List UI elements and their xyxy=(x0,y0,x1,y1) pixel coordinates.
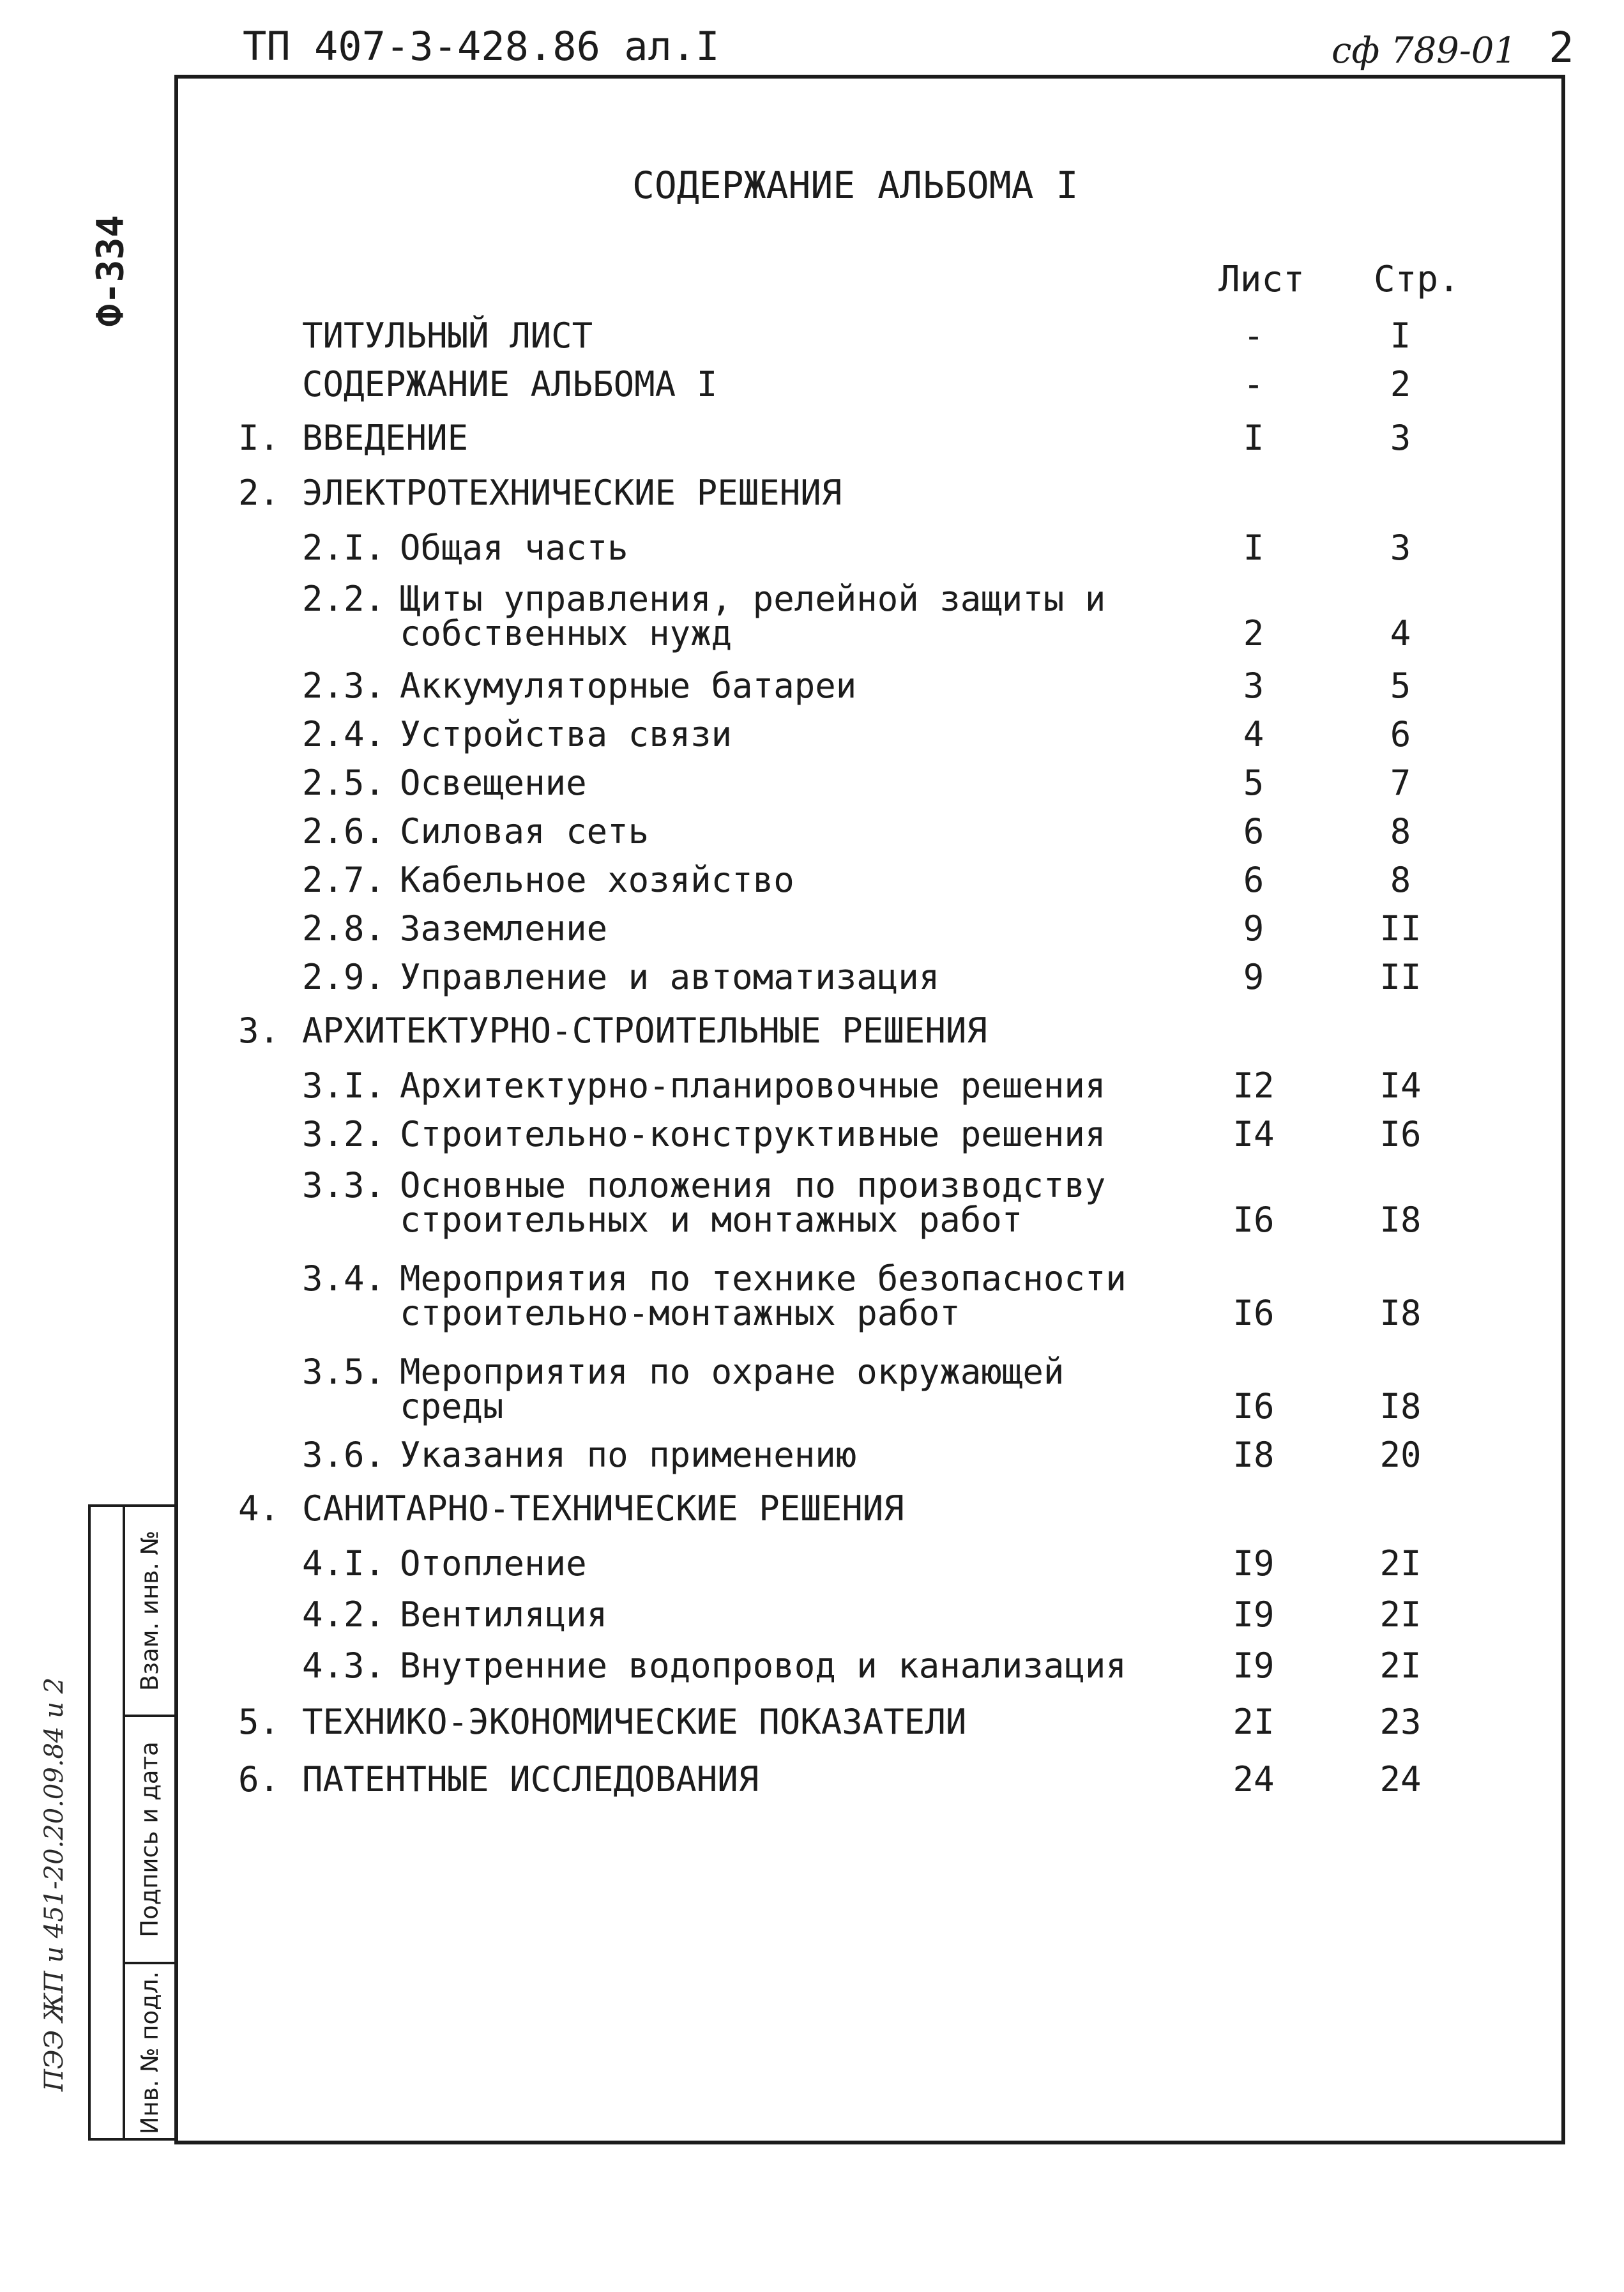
toc-entry-sheet: I4 xyxy=(1233,1114,1275,1154)
toc-entry-number: 2.3. xyxy=(302,666,386,706)
toc-entry-page: 8 xyxy=(1390,811,1411,852)
toc-entry-title-line: Внутренние водопровод и канализация xyxy=(400,1646,1127,1686)
toc-entry xyxy=(238,1237,1515,1331)
toc-entry xyxy=(238,946,1515,995)
toc-entry-page: 20 xyxy=(1379,1435,1422,1475)
replacement-inventory-cell xyxy=(125,1507,174,1715)
toc-entry-sheet: I6 xyxy=(1233,1293,1275,1333)
title-block-strip xyxy=(88,1504,174,2141)
toc-entry xyxy=(238,1103,1515,1152)
toc-entry-title-line: ПАТЕНТНЫЕ ИССЛЕДОВАНИЯ xyxy=(302,1759,759,1799)
toc-entry xyxy=(238,565,1515,651)
document-code: ТП 407-3-428.86 ал.I xyxy=(243,23,720,70)
toc-entry-title xyxy=(238,811,1515,852)
toc-entry-title xyxy=(238,1352,1515,1426)
toc-entry-title xyxy=(238,1435,1515,1475)
toc-entry-number: 2.6. xyxy=(302,811,386,852)
toc-entry-title-line: Силовая сеть xyxy=(400,811,649,852)
toc-entry-sheet: 6 xyxy=(1243,860,1264,900)
toc-entry-title xyxy=(238,528,1515,568)
toc-entry-number: 4. xyxy=(238,1488,280,1529)
handwritten-sheet-code: сф 789-01 xyxy=(1332,30,1517,72)
toc-entry-title xyxy=(238,1011,1515,1051)
toc-entry-number: 4.2. xyxy=(302,1594,386,1635)
toc-entry-sheet: I9 xyxy=(1233,1594,1275,1635)
toc-entry-title xyxy=(238,1258,1515,1333)
toc-entries xyxy=(238,301,1515,1797)
toc-entry-title-line: Мероприятия по технике безопасности xyxy=(400,1258,1127,1299)
toc-entry-sheet: 2 xyxy=(1243,613,1264,653)
toc-entry-page: 3 xyxy=(1390,418,1411,458)
toc-entry-title-line: Мероприятия по охране окружающей xyxy=(400,1352,1065,1392)
toc-entry-title xyxy=(238,666,1515,706)
toc-entry-title-line: Указания по применению xyxy=(400,1435,857,1475)
toc-entry-title xyxy=(238,1165,1515,1240)
side-stamp: Ф-334 xyxy=(88,215,132,327)
toc-entry xyxy=(238,995,1515,1051)
toc-entry-title-line: Устройства связи xyxy=(400,714,732,754)
toc-entry-page: I8 xyxy=(1379,1293,1422,1333)
toc-entry-page: I4 xyxy=(1379,1066,1422,1106)
toc-entry-page: I xyxy=(1390,316,1411,356)
toc-entry xyxy=(238,849,1515,898)
toc-entry-title xyxy=(238,1543,1515,1584)
toc-entry-page: I6 xyxy=(1379,1114,1422,1154)
toc-entry-title xyxy=(238,763,1515,803)
toc-entry-sheet: 5 xyxy=(1243,763,1264,803)
toc-entry-number: 3.2. xyxy=(302,1114,386,1154)
toc-entry-title xyxy=(238,1702,1515,1742)
toc-entry-sheet: I8 xyxy=(1233,1435,1275,1475)
toc-entry xyxy=(238,898,1515,949)
toc-entry-title xyxy=(238,579,1515,653)
page-column-header: Стр. xyxy=(1374,259,1460,300)
toc-entry-title xyxy=(238,473,1515,513)
toc-entry-number: 2.9. xyxy=(302,957,386,997)
toc-entry-sheet: 9 xyxy=(1243,908,1264,949)
toc-entry-page: 2I xyxy=(1379,1543,1422,1584)
toc-entry-number: 2. xyxy=(238,473,280,513)
toc-entry xyxy=(238,1526,1515,1584)
toc-entry-title xyxy=(238,1488,1515,1529)
toc-entry-title xyxy=(238,418,1515,458)
toc-entry-title-line: Архитектурно-планировочные решения xyxy=(400,1066,1106,1106)
toc-entry-sheet: - xyxy=(1243,364,1264,404)
toc-entry-page: 24 xyxy=(1379,1759,1422,1799)
page-number: 2 xyxy=(1549,23,1574,72)
toc-entry-sheet: I xyxy=(1243,528,1264,568)
toc-column-headers xyxy=(238,259,1515,301)
toc-entry-number: 4.I. xyxy=(302,1543,386,1584)
toc-entry-page: 7 xyxy=(1390,763,1411,803)
toc-entry-number: 2.4. xyxy=(302,714,386,754)
toc-entry-number: 5. xyxy=(238,1702,280,1742)
toc-entry xyxy=(238,1581,1515,1635)
toc-entry-sheet: - xyxy=(1243,316,1264,356)
toc-entry-title xyxy=(238,1646,1515,1686)
toc-entry-title-line: Кабельное хозяйство xyxy=(400,860,794,900)
toc-entry xyxy=(238,800,1515,852)
toc-entry xyxy=(238,301,1515,356)
toc-entry-title-line: Вентиляция xyxy=(400,1594,608,1635)
toc-entry-number: 2.8. xyxy=(302,908,386,949)
toc-entry-page: 6 xyxy=(1390,714,1411,754)
toc-entry-page: 8 xyxy=(1390,860,1411,900)
toc-entry-number: I. xyxy=(238,418,280,458)
toc-entry-title xyxy=(238,1594,1515,1635)
toc-entry-page: I8 xyxy=(1379,1386,1422,1426)
toc-entry-title-line: Основные положения по производству xyxy=(400,1165,1106,1205)
toc-entry-title xyxy=(238,316,1515,356)
signature-date-label: Подпись и дата xyxy=(136,1741,164,1937)
sheet-column-header: Лист xyxy=(1218,259,1305,300)
toc-entry-sheet: 24 xyxy=(1233,1759,1275,1799)
toc-entry-title-line: Аккумуляторные батареи xyxy=(400,666,857,706)
toc-entry xyxy=(238,402,1515,458)
toc-entry-number: 2.I. xyxy=(302,528,386,568)
table-of-contents xyxy=(238,163,1515,1797)
toc-entry-sheet: 2I xyxy=(1233,1702,1275,1742)
toc-entry xyxy=(238,1424,1515,1475)
toc-entry xyxy=(238,1632,1515,1686)
toc-entry-title-line: САНИТАРНО-ТЕХНИЧЕСКИЕ РЕШЕНИЯ xyxy=(302,1488,904,1529)
toc-entry xyxy=(238,752,1515,803)
toc-entry xyxy=(238,1048,1515,1106)
toc-entry-number: 4.3. xyxy=(302,1646,386,1686)
toc-entry-sheet: 4 xyxy=(1243,714,1264,754)
toc-entry-title-line: СОДЕРЖАНИЕ АЛЬБОМА I xyxy=(302,364,718,404)
toc-entry-number: 3.6. xyxy=(302,1435,386,1475)
toc-entry-title-line: ВВЕДЕНИЕ xyxy=(302,418,469,458)
toc-entry xyxy=(238,1683,1515,1742)
toc-entry xyxy=(238,1739,1515,1797)
toc-entry-number: 2.2. xyxy=(302,579,386,619)
toc-entry xyxy=(238,510,1515,568)
toc-entry-title xyxy=(238,1759,1515,1799)
toc-entry-sheet: I2 xyxy=(1233,1066,1275,1106)
toc-entry xyxy=(238,455,1515,513)
toc-entry-title-line: строительных и монтажных работ xyxy=(400,1200,1023,1240)
toc-entry-title xyxy=(238,1114,1515,1154)
toc-entry-title-line: собственных нужд xyxy=(400,613,732,653)
toc-entry-title xyxy=(238,714,1515,754)
replacement-inventory-label: Взам. инв. № xyxy=(136,1530,163,1692)
toc-entry-sheet: 9 xyxy=(1243,957,1264,997)
toc-entry-sheet: 6 xyxy=(1243,811,1264,852)
toc-entry-page: 5 xyxy=(1390,666,1411,706)
toc-entry-title xyxy=(238,1066,1515,1106)
original-inventory-cell xyxy=(125,1964,174,2141)
toc-entry-title-line: ТЕХНИКО-ЭКОНОМИЧЕСКИЕ ПОКАЗАТЕЛИ xyxy=(302,1702,967,1742)
toc-entry xyxy=(238,703,1515,752)
toc-entry-page: 23 xyxy=(1379,1702,1422,1742)
toc-entry-number: 3. xyxy=(238,1011,280,1051)
toc-entry-sheet: I9 xyxy=(1233,1646,1275,1686)
toc-entry xyxy=(238,651,1515,706)
toc-entry-title-line: Строительно-конструктивные решения xyxy=(400,1114,1106,1154)
toc-entry-number: 2.5. xyxy=(302,763,386,803)
toc-entry-page: 4 xyxy=(1390,613,1411,653)
toc-entry-title-line: ТИТУЛЬНЫЙ ЛИСТ xyxy=(302,316,593,356)
signature-date-cell xyxy=(125,1717,174,1962)
toc-entry xyxy=(238,1472,1515,1529)
toc-entry-page: 2I xyxy=(1379,1594,1422,1635)
toc-entry-title-line: строительно-монтажных работ xyxy=(400,1293,960,1333)
toc-entry-page: 3 xyxy=(1390,528,1411,568)
toc-entry-number: 3.5. xyxy=(302,1352,386,1392)
toc-entry-title-line: Щиты управления, релейной защиты и xyxy=(400,579,1106,619)
toc-entry-page: 2I xyxy=(1379,1646,1422,1686)
toc-entry-title-line: АРХИТЕКТУРНО-СТРОИТЕЛЬНЫЕ РЕШЕНИЯ xyxy=(302,1011,987,1051)
toc-entry-number: 6. xyxy=(238,1759,280,1799)
toc-entry-title-line: ЭЛЕКТРОТЕХНИЧЕСКИЕ РЕШЕНИЯ xyxy=(302,473,842,513)
toc-entry xyxy=(238,1331,1515,1424)
handwritten-margin-note: ПЭЭ ЖП и 451-20.20.09.84 и 2 xyxy=(40,1677,69,2092)
toc-entry-page: II xyxy=(1379,908,1422,949)
toc-entry-title xyxy=(238,908,1515,949)
toc-entry-sheet: I6 xyxy=(1233,1200,1275,1240)
toc-entry xyxy=(238,353,1515,402)
toc-entry-title-line: Заземление xyxy=(400,908,608,949)
toc-title: СОДЕРЖАНИЕ АЛЬБОМА I xyxy=(632,164,1079,207)
toc-entry-title-line: среды xyxy=(400,1386,504,1426)
toc-entry-title xyxy=(238,364,1515,404)
toc-entry-sheet: I9 xyxy=(1233,1543,1275,1584)
toc-entry-title-line: Освещение xyxy=(400,763,587,803)
toc-entry-number: 2.7. xyxy=(302,860,386,900)
toc-entry-page: 2 xyxy=(1390,364,1411,404)
toc-entry-sheet: I6 xyxy=(1233,1386,1275,1426)
toc-entry-title-line: Отопление xyxy=(400,1543,587,1584)
toc-entry xyxy=(238,1152,1515,1240)
toc-entry-page: I8 xyxy=(1379,1200,1422,1240)
toc-entry-number: 3.3. xyxy=(302,1165,386,1205)
toc-entry-title xyxy=(238,957,1515,997)
toc-entry-title-line: Общая часть xyxy=(400,528,628,568)
toc-entry-title-line: Управление и автоматизация xyxy=(400,957,940,997)
toc-entry-number: 3.4. xyxy=(302,1258,386,1299)
toc-entry-sheet: 3 xyxy=(1243,666,1264,706)
toc-entry-number: 3.I. xyxy=(302,1066,386,1106)
toc-entry-page: II xyxy=(1379,957,1422,997)
original-inventory-label: Инв. № подл. xyxy=(136,1971,164,2134)
toc-entry-sheet: I xyxy=(1243,418,1264,458)
toc-entry-title xyxy=(238,860,1515,900)
